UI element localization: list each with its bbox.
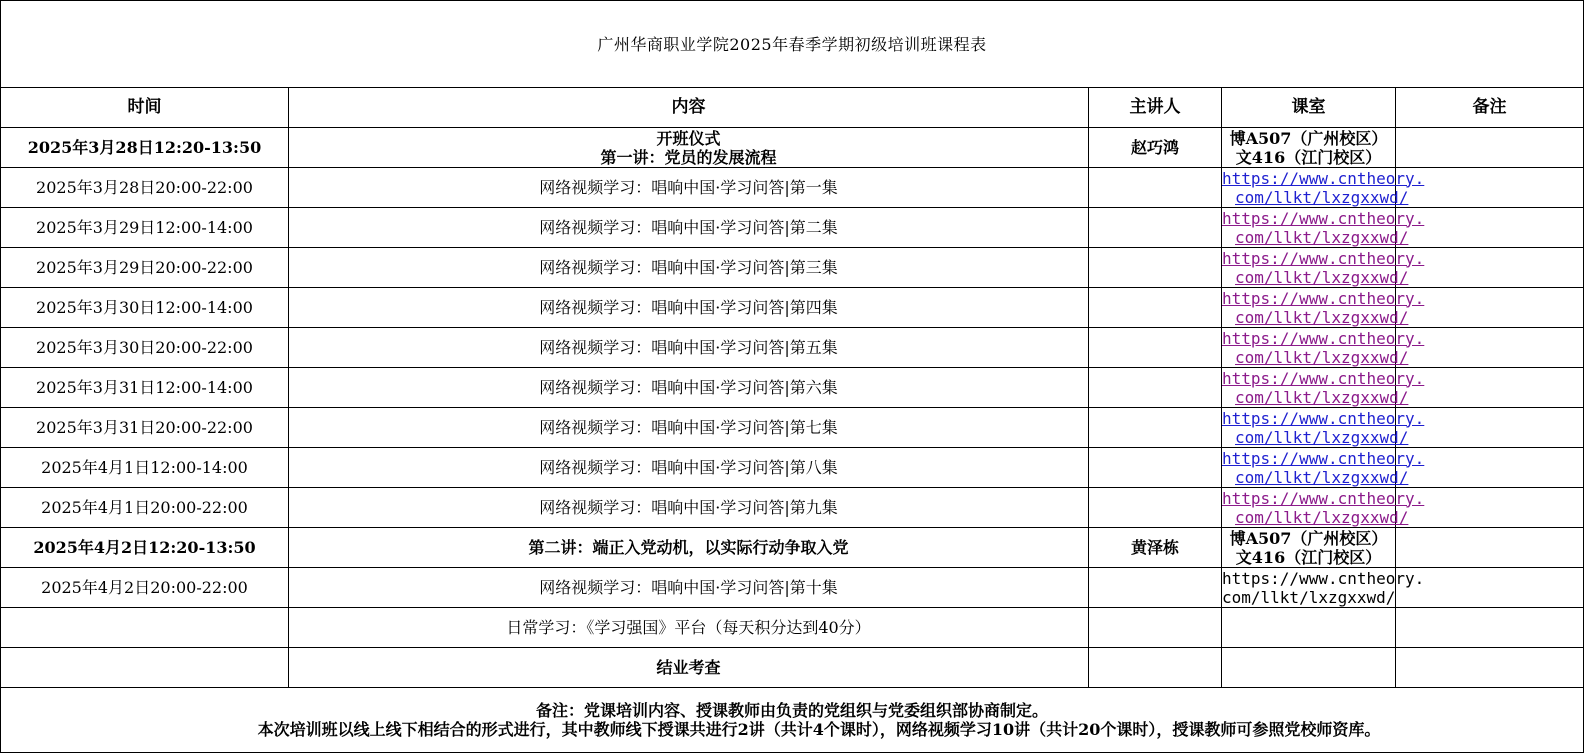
remark-cell bbox=[1396, 128, 1584, 168]
link-cell bbox=[1222, 568, 1425, 608]
room-line: 博A507（广州校区） bbox=[1229, 128, 1388, 148]
table-row bbox=[1, 328, 1584, 368]
header-row bbox=[1, 88, 1584, 128]
table-row bbox=[1, 648, 1584, 688]
footnote-line: 备注：党课培训内容、授课教师由负责的党组织与党委组织部协商制定。 bbox=[535, 701, 1048, 720]
table-row bbox=[1, 288, 1584, 328]
speaker-cell bbox=[1089, 288, 1222, 328]
speaker-cell bbox=[1089, 248, 1222, 288]
remark-cell bbox=[1396, 528, 1584, 568]
table-row bbox=[1, 208, 1584, 248]
speaker-cell bbox=[1089, 648, 1222, 688]
content-cell: 网络视频学习：唱响中国·学习问答|第四集 bbox=[289, 288, 1089, 328]
speaker-cell: 赵巧鸿 bbox=[1089, 128, 1222, 168]
content-cell: 网络视频学习：唱响中国·学习问答|第三集 bbox=[289, 248, 1089, 288]
speaker-cell bbox=[1089, 608, 1222, 648]
time-cell: 2025年4月1日20:00-22:00 bbox=[1, 488, 289, 528]
link-cell bbox=[1222, 208, 1425, 248]
video-link[interactable]: https://www.cntheory. com/llkt/lxzgxxwd/ bbox=[1222, 168, 1425, 207]
header-room: 课室 bbox=[1222, 88, 1396, 128]
speaker-cell bbox=[1089, 568, 1222, 608]
time-cell: 2025年3月30日20:00-22:00 bbox=[1, 328, 289, 368]
header-speaker: 主讲人 bbox=[1089, 88, 1222, 128]
table-row bbox=[1, 608, 1584, 648]
speaker-cell bbox=[1089, 208, 1222, 248]
time-cell: 2025年3月31日20:00-22:00 bbox=[1, 408, 289, 448]
table-row bbox=[1, 248, 1584, 288]
time-cell bbox=[1, 648, 289, 688]
room-cell bbox=[1222, 128, 1396, 168]
remark-cell bbox=[1396, 648, 1584, 688]
footnote bbox=[1, 688, 1584, 753]
table-row bbox=[1, 528, 1584, 568]
header-remark: 备注 bbox=[1396, 88, 1584, 128]
table-row bbox=[1, 448, 1584, 488]
content-cell bbox=[289, 128, 1089, 168]
remark-cell bbox=[1396, 608, 1584, 648]
time-cell: 2025年3月30日12:00-14:00 bbox=[1, 288, 289, 328]
page-title: 广州华商职业学院2025年春季学期初级培训班课程表 bbox=[1, 1, 1584, 88]
room-cell bbox=[1222, 528, 1396, 568]
time-cell: 2025年3月28日20:00-22:00 bbox=[1, 168, 289, 208]
speaker-cell: 黄泽栋 bbox=[1089, 528, 1222, 568]
content-line: 开班仪式 bbox=[656, 128, 721, 148]
table-row bbox=[1, 568, 1584, 608]
header-content: 内容 bbox=[289, 88, 1089, 128]
time-cell bbox=[1, 608, 289, 648]
content-cell: 网络视频学习：唱响中国·学习问答|第五集 bbox=[289, 328, 1089, 368]
time-cell: 2025年3月28日12:20-13:50 bbox=[1, 128, 289, 168]
link-cell bbox=[1222, 168, 1425, 208]
time-cell: 2025年3月29日12:00-14:00 bbox=[1, 208, 289, 248]
table-row bbox=[1, 408, 1584, 448]
content-cell: 网络视频学习：唱响中国·学习问答|第七集 bbox=[289, 408, 1089, 448]
room-cell bbox=[1222, 648, 1396, 688]
speaker-cell bbox=[1089, 408, 1222, 448]
content-cell: 结业考查 bbox=[289, 648, 1089, 688]
footnote-line: 本次培训班以线上线下相结合的形式进行，其中教师线下授课共进行2讲（共计4个课时），网络视频学习10讲（共计20个课时），授课教师可参照党校师资库。 bbox=[257, 720, 1381, 739]
speaker-cell bbox=[1089, 168, 1222, 208]
table-row bbox=[1, 488, 1584, 528]
content-cell: 日常学习：《学习强国》平台（每天积分达到40分） bbox=[289, 608, 1089, 648]
content-cell: 网络视频学习：唱响中国·学习问答|第八集 bbox=[289, 448, 1089, 488]
video-link[interactable]: https://www.cntheory. com/llkt/lxzgxxwd/ bbox=[1222, 288, 1425, 327]
speaker-cell bbox=[1089, 328, 1222, 368]
content-cell: 第二讲：端正入党动机，以实际行动争取入党 bbox=[289, 528, 1089, 568]
content-line: 第一讲：党员的发展流程 bbox=[600, 147, 777, 167]
video-link[interactable]: https://www.cntheory. com/llkt/lxzgxxwd/ bbox=[1222, 488, 1425, 527]
video-link[interactable]: https://www.cntheory. com/llkt/lxzgxxwd/ bbox=[1222, 408, 1425, 447]
video-link[interactable]: https://www.cntheory. com/llkt/lxzgxxwd/ bbox=[1222, 248, 1425, 287]
header-time: 时间 bbox=[1, 88, 289, 128]
content-cell: 网络视频学习：唱响中国·学习问答|第二集 bbox=[289, 208, 1089, 248]
table-row bbox=[1, 168, 1584, 208]
link-cell bbox=[1222, 248, 1425, 288]
video-link-text: https://www.cntheory. com/llkt/lxzgxxwd/ bbox=[1222, 568, 1425, 607]
speaker-cell bbox=[1089, 368, 1222, 408]
room-cell bbox=[1222, 608, 1396, 648]
video-link[interactable]: https://www.cntheory. com/llkt/lxzgxxwd/ bbox=[1222, 208, 1425, 247]
content-cell: 网络视频学习：唱响中国·学习问答|第十集 bbox=[289, 568, 1089, 608]
content-cell: 网络视频学习：唱响中国·学习问答|第九集 bbox=[289, 488, 1089, 528]
link-cell bbox=[1222, 328, 1425, 368]
link-cell bbox=[1222, 488, 1425, 528]
link-cell bbox=[1222, 448, 1425, 488]
time-cell: 2025年4月1日12:00-14:00 bbox=[1, 448, 289, 488]
room-line: 文416（江门校区） bbox=[1235, 547, 1382, 567]
content-cell: 网络视频学习：唱响中国·学习问答|第一集 bbox=[289, 168, 1089, 208]
link-cell bbox=[1222, 288, 1425, 328]
time-cell: 2025年3月31日12:00-14:00 bbox=[1, 368, 289, 408]
time-cell: 2025年3月29日20:00-22:00 bbox=[1, 248, 289, 288]
link-cell bbox=[1222, 408, 1425, 448]
room-line: 文416（江门校区） bbox=[1235, 147, 1382, 167]
time-cell: 2025年4月2日20:00-22:00 bbox=[1, 568, 289, 608]
room-line: 博A507（广州校区） bbox=[1229, 528, 1388, 548]
speaker-cell bbox=[1089, 448, 1222, 488]
speaker-cell bbox=[1089, 488, 1222, 528]
table-row bbox=[1, 368, 1584, 408]
table-row bbox=[1, 128, 1584, 168]
video-link[interactable]: https://www.cntheory. com/llkt/lxzgxxwd/ bbox=[1222, 328, 1425, 367]
video-link[interactable]: https://www.cntheory. com/llkt/lxzgxxwd/ bbox=[1222, 368, 1425, 407]
time-cell: 2025年4月2日12:20-13:50 bbox=[1, 528, 289, 568]
link-cell bbox=[1222, 368, 1425, 408]
video-link[interactable]: https://www.cntheory. com/llkt/lxzgxxwd/ bbox=[1222, 448, 1425, 487]
content-cell: 网络视频学习：唱响中国·学习问答|第六集 bbox=[289, 368, 1089, 408]
